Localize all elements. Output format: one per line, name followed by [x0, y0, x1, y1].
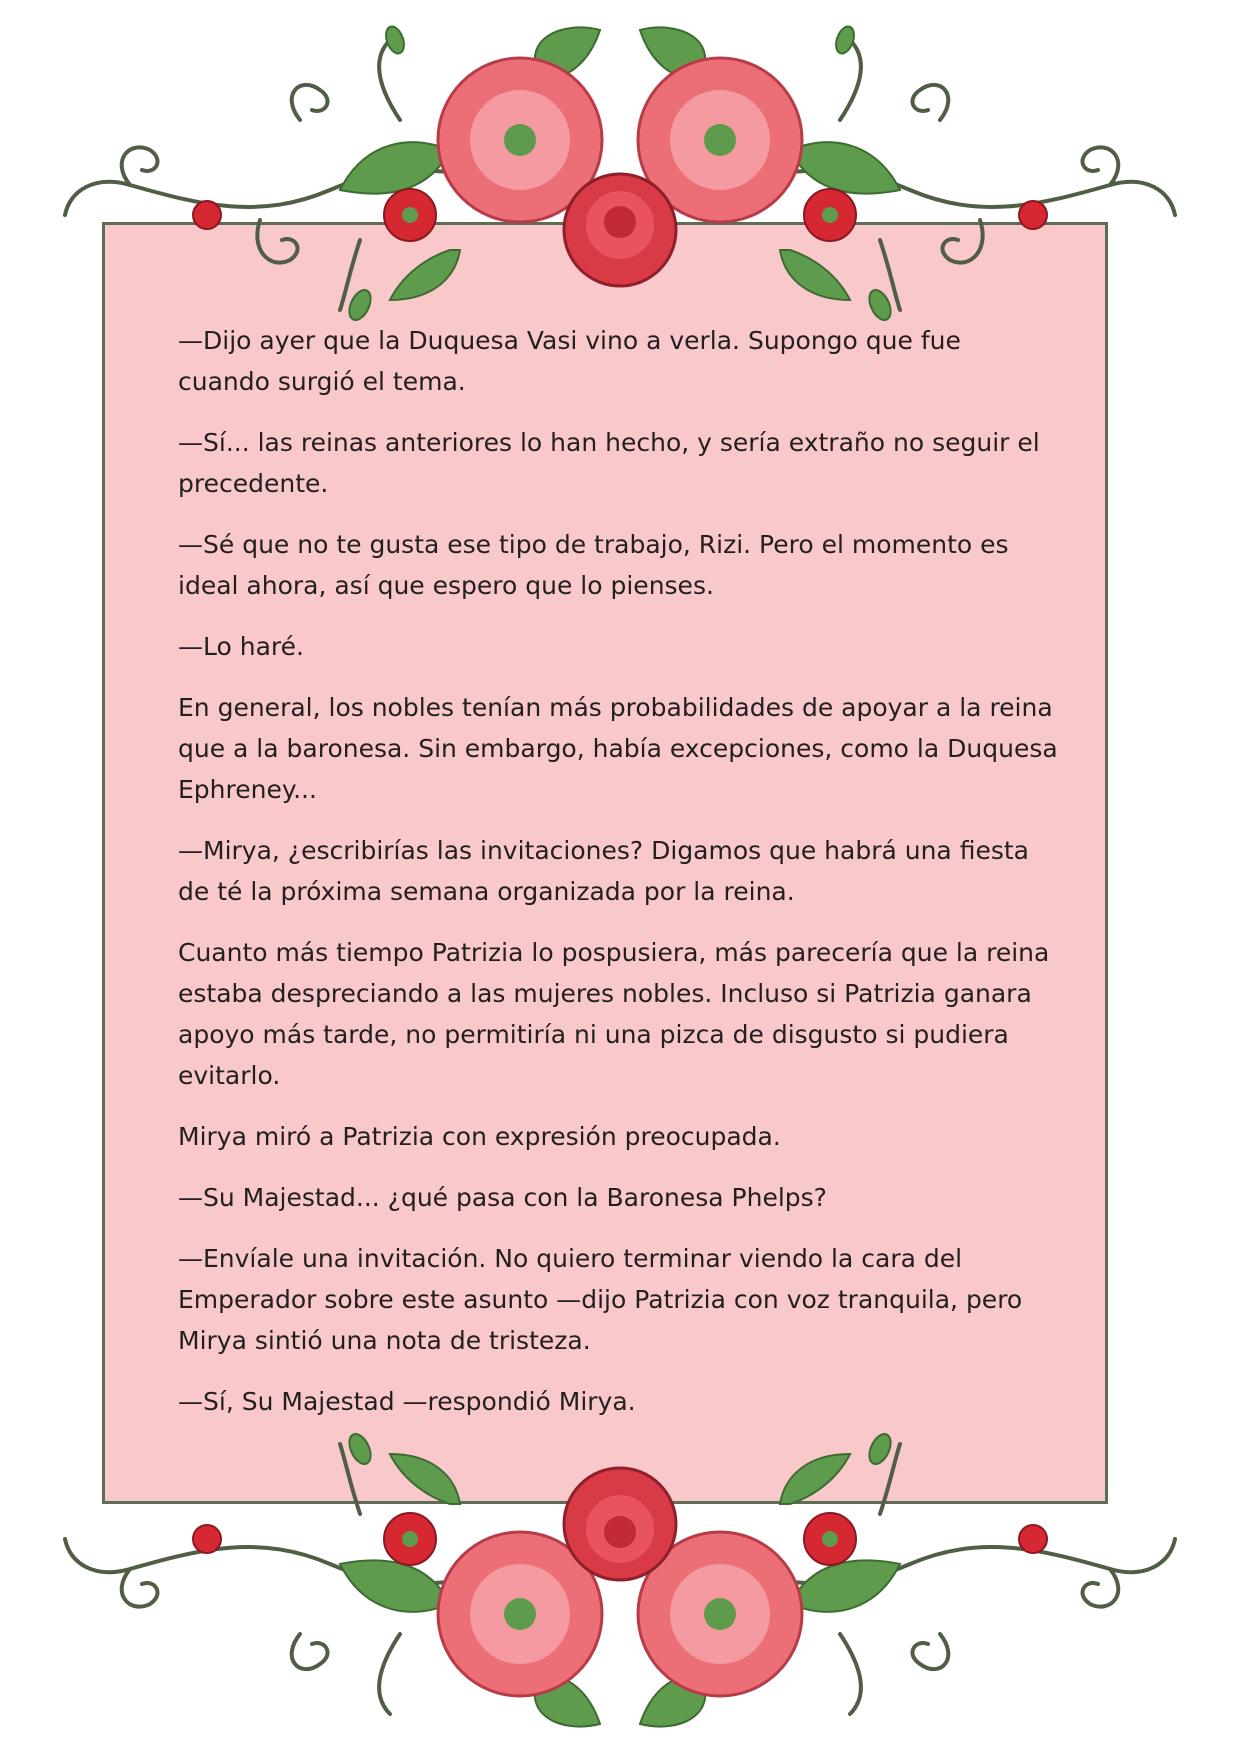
floral-ornament-top: [0, 0, 1240, 330]
paragraph: —Dijo ayer que la Duquesa Vasi vino a verla. Supongo que fue cuando surgió el tema.: [178, 326, 961, 396]
paragraph: —Sé que no te gusta ese tipo de trabajo, Rizi. Pero el momento es ideal ahora, así que espero que lo pienses.: [178, 530, 1009, 600]
floral-cluster-bottom: [65, 1431, 1175, 1727]
paragraph: —Mirya, ¿escribirías las invitaciones? Digamos que habrá una fiesta de té la próxima semana organizada por la reina.: [178, 836, 1029, 906]
rose-top: [564, 174, 676, 286]
rose-bottom: [564, 1468, 676, 1580]
paragraph: En general, los nobles tenían más probabilidades de apoyar a la reina que a la baronesa. Sin embargo, había excepciones, como la Duquesa Ephreney...: [178, 693, 1058, 804]
story-text: [178, 320, 1058, 1442]
paragraph: —Sí... las reinas anteriores lo han hecho, y sería extraño no seguir el precedente.: [178, 428, 1040, 498]
floral-cluster-top: [65, 24, 1175, 323]
paragraph: —Envíale una invitación. No quiero terminar viendo la cara del Emperador sobre este asunto —dijo Patrizia con voz tranquila, pero Mirya sintió una nota de tristeza.: [178, 1244, 1023, 1355]
paragraph: Mirya miró a Patrizia con expresión preocupada.: [178, 1122, 781, 1151]
paragraph: Cuanto más tiempo Patrizia lo pospusiera, más parecería que la reina estaba despreciando a las mujeres nobles. Incluso si Patrizia ganara apoyo más tarde, no permitiría ni una pizca de disgusto si pudiera evitarlo.: [178, 938, 1050, 1090]
paragraph: —Lo haré.: [178, 632, 304, 661]
paragraph: —Sí, Su Majestad —respondió Mirya.: [178, 1387, 636, 1416]
floral-ornament-bottom: [0, 1424, 1240, 1754]
paragraph: —Su Majestad... ¿qué pasa con la Baronesa Phelps?: [178, 1183, 827, 1212]
